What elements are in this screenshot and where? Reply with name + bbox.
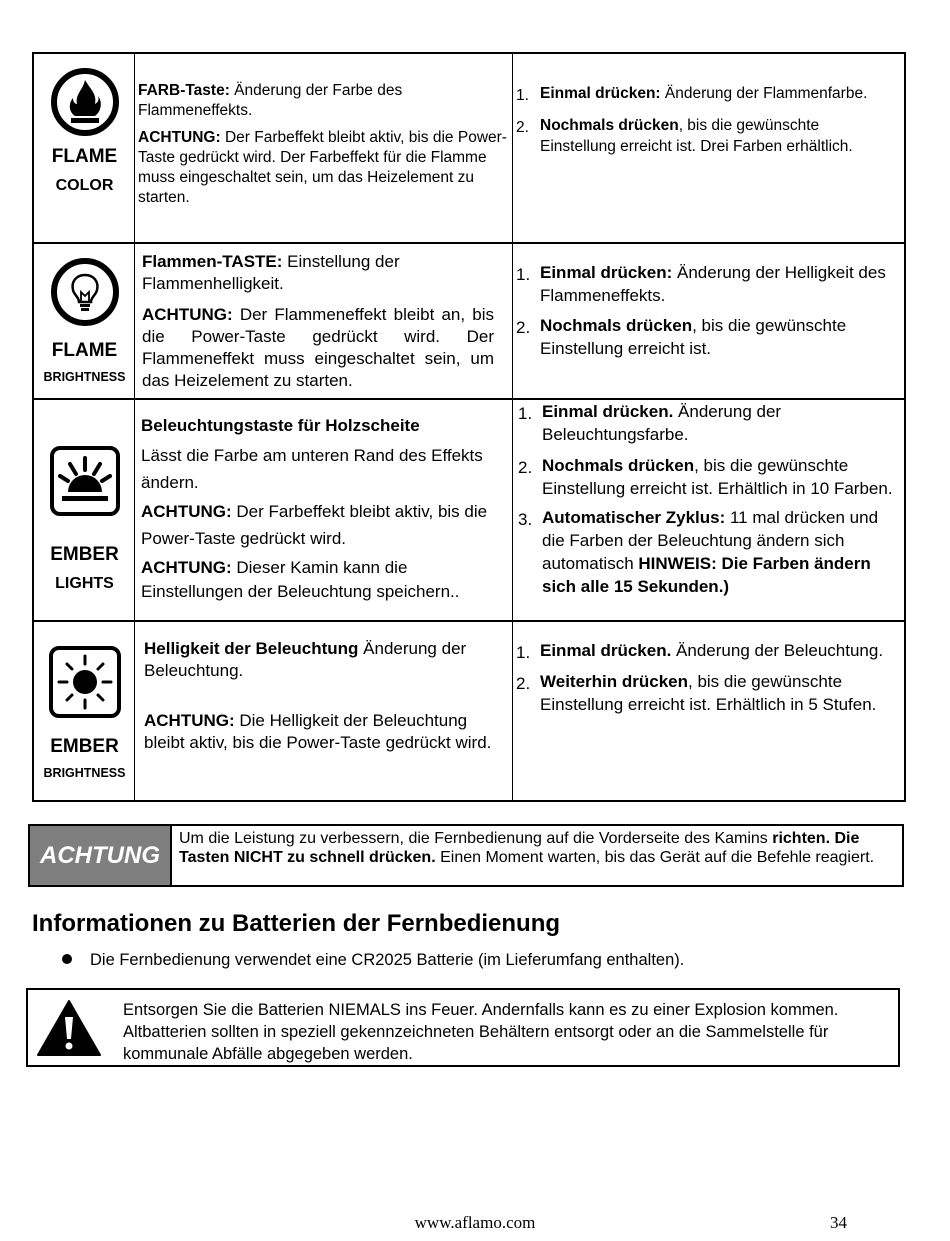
ember-lights-steps [518,400,894,598]
desc-heading: Flammen-TASTE: [142,252,283,271]
caution-label: ACHTUNG: [141,502,232,521]
step-text: Änderung der Helligkeit des Flammeneffekts. [540,263,886,305]
button-name: FLAME [51,340,118,361]
battery-warning-box [26,988,900,1067]
step-action: Einmal drücken: [540,263,673,282]
ember-lights-description [141,414,513,604]
button-subname: COLOR [55,177,114,194]
step-action: Einmal drücken. [542,402,674,421]
caution-text: Die Helligkeit der Beleuchtung bleibt aktiv, bis die Power-Taste gedrückt wird. [144,711,492,752]
step-number: 1. [516,265,531,284]
desc-heading: Beleuchtungstaste für Holzscheite [141,416,420,435]
battery-section-heading: Informationen zu Batterien der Fernbedienung [32,910,561,937]
step-number: 3. [518,510,533,529]
step-action: Einmal drücken. [540,641,672,660]
flame-color-icon-cell [34,66,135,196]
caution-label: ACHTUNG: [141,558,232,577]
step-text: Änderung der Beleuchtung. [671,641,884,660]
caution-text: Der Farbeffekt bleibt aktiv, bis die Power-Taste gedrückt wird. Der Farbeffekt für die Flamme muss eingeschaltet sein, um das Heizelement zu starten. [138,129,507,206]
step-action: Nochmals drücken [542,456,695,475]
light-bulb-icon [49,256,121,328]
step-number: 2. [516,318,531,337]
flame-brightness-steps [516,261,892,360]
battery-warning-text: Entsorgen Sie die Batterien NIEMALS ins Feuer. Andernfalls kann es zu einer Explosion kommen. Altbatterien sollten in speziell gekennzeichneten Behältern entsorgt oder an die Sammelstelle für kommunale Abfälle abgegeben werden. [123,1001,839,1063]
step-text: , bis die gewünschte Einstellung erreicht ist. Erhältlich in 5 Stufen. [540,672,877,714]
step-item [518,506,894,598]
caution-notice [28,824,904,887]
desc-text: Änderung der Farbe des Flammeneffekts. [138,82,403,119]
step-number: 2. [516,674,531,693]
step-action: Nochmals drücken [540,316,693,335]
step-note: HINWEIS: Die Farben ändern sich alle 15 Sekunden.) [542,554,871,596]
step-action: Automatischer Zyklus: [542,508,726,527]
step-action: Weiterhin drücken [540,672,688,691]
caution-notice-text [179,829,899,867]
step-item [516,639,892,662]
sun-icon [47,644,123,720]
step-text: , bis die gewünschte Einstellung erreicht ist. [540,316,847,358]
step-text: Änderung der Flammenfarbe. [660,85,868,102]
step-item [516,115,892,157]
ember-brightness-description [144,638,504,754]
caution-text: Der Flammeneffekt bleibt an, bis die Power-Taste gedrückt wird. Der Flammeneffekt muss eingeschaltet sein, um das Heizelement zu starten. [142,305,494,390]
flame-color-description [138,81,508,208]
notice-text-part: Einen Moment warten, bis das Gerät auf die Befehle reagiert. [435,849,875,866]
notice-text-emphasis: richten. Die Tasten NICHT zu schnell drücken. [179,830,860,866]
step-item [516,314,892,360]
bullet-dot [62,954,72,964]
caution-text: Der Farbeffekt bleibt aktiv, bis die Power-Taste gedrückt wird. [141,502,488,548]
step-number: 2. [516,119,529,136]
step-item [516,670,892,716]
battery-bullet-text: Die Fernbedienung verwendet eine CR2025 Batterie (im Lieferumfang enthalten). [90,951,685,969]
ember-brightness-icon-cell [34,644,135,782]
caution-text: Dieser Kamin kann die Einstellungen der Beleuchtung speichern.. [141,558,460,601]
step-item [516,83,892,104]
footer-url: www.aflamo.com [414,1213,536,1232]
ember-sunrise-icon [48,444,122,518]
flame-brightness-description [142,251,494,392]
step-item [518,400,894,446]
caution-notice-label: ACHTUNG [30,826,172,885]
flame-icon [49,66,121,138]
button-subname: BRIGHTNESS [43,370,126,384]
caution-label: ACHTUNG: [142,305,233,324]
flame-brightness-icon-cell [34,256,135,386]
button-name: EMBER [50,544,119,565]
step-text: Änderung der Beleuchtungsfarbe. [542,402,782,444]
step-number: 1. [518,404,533,423]
desc-text: Einstellung der Flammenhelligkeit. [142,252,400,293]
caution-label: ACHTUNG: [144,711,235,730]
button-name: FLAME [51,146,118,167]
ember-brightness-steps [516,639,892,716]
step-number: 1. [516,87,529,104]
step-item [518,454,894,500]
step-text: 11 mal drücken und die Farben der Beleuchtung ändern sich automatisch [542,508,879,573]
step-action: Nochmals drücken [540,117,679,134]
desc-heading: FARB-Taste: [138,82,230,99]
page-number: 34 [830,1213,847,1232]
ember-lights-icon-cell [34,444,135,594]
battery-bullet [62,949,684,971]
step-number: 1. [516,643,531,662]
row-divider [34,242,904,244]
step-number: 2. [518,458,533,477]
step-text: , bis die gewünschte Einstellung erreicht ist. Drei Farben erhältlich. [540,117,853,155]
caution-label: ACHTUNG: [138,129,221,146]
step-text: , bis die gewünschte Einstellung erreicht ist. Erhältlich in 10 Farben. [542,456,893,498]
notice-text-part: Um die Leistung zu verbessern, die Fernbedienung auf die Vorderseite des Kamins [179,830,773,847]
step-item [516,261,892,307]
warning-triangle-icon [36,999,102,1057]
button-subname: BRIGHTNESS [43,766,126,780]
step-action: Einmal drücken: [540,85,661,102]
desc-text: Lässt die Farbe am unteren Rand des Effekts ändern. [141,446,483,492]
desc-text: Änderung der Beleuchtung. [144,639,467,680]
remote-buttons-table [32,52,906,802]
desc-heading: Helligkeit der Beleuchtung [144,639,359,658]
button-name: EMBER [50,736,119,757]
flame-color-steps [516,83,892,157]
row-divider [34,620,904,622]
button-subname: LIGHTS [55,575,114,592]
